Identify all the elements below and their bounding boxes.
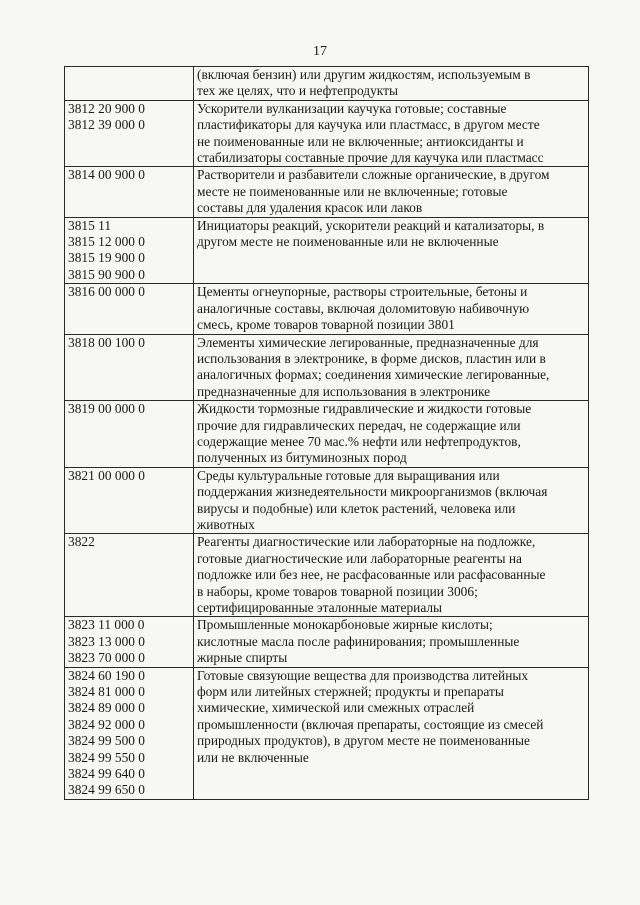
- description-cell: [194, 401, 589, 468]
- description-line: в наборы, кроме товаров товарной позиции 3006;: [197, 583, 478, 599]
- description-line: другом месте не поименованные или не включенные: [197, 234, 499, 250]
- description-cell: [194, 334, 589, 401]
- description-cell: [194, 534, 589, 617]
- description-line: полученных из битуминозных пород: [197, 450, 407, 466]
- commodity-code: 3819 00 000 0: [68, 401, 145, 417]
- table-row: [65, 467, 589, 534]
- table-row: [65, 217, 589, 284]
- description-line: использования в электронике, в форме дисков, пластин или в: [197, 350, 546, 366]
- description-line: Среды культуральные готовые для выращивания или: [197, 467, 500, 483]
- code-cell: [65, 67, 194, 101]
- description-cell: [194, 100, 589, 167]
- description-line: не поименованные или не включенные; антиоксиданты и: [197, 133, 524, 149]
- description-line: прочие для гидравлических передач, не содержащие или: [197, 417, 521, 433]
- table-row: [65, 401, 589, 468]
- code-cell: [65, 284, 194, 334]
- description-line: смесь, кроме товаров товарной позиции 3801: [197, 317, 455, 333]
- description-cell: [194, 217, 589, 284]
- commodity-code: 3815 11: [68, 217, 112, 233]
- code-cell: [65, 401, 194, 468]
- commodity-code: 3824 60 190 0: [68, 667, 145, 683]
- description-line: сертифицированные эталонные материалы: [197, 600, 443, 615]
- code-cell: [65, 167, 194, 217]
- description-line: месте не поименованные или не включенные; готовые: [197, 183, 508, 199]
- description-line: стабилизаторы составные прочие для каучука или пластмасс: [197, 150, 544, 166]
- code-cell: [65, 217, 194, 284]
- commodity-code: 3824 99 640 0: [68, 766, 145, 782]
- description-line: природных продуктов), в другом месте не поименованные: [197, 733, 530, 749]
- description-line: Промышленные монокарбоновые жирные кислоты;: [197, 617, 493, 633]
- code-cell: [65, 617, 194, 667]
- description-line: форм или литейных стержней; продукты и препараты: [197, 684, 504, 700]
- description-line: аналогичные составы, включая доломитовую набивочную: [197, 300, 530, 316]
- code-cell: [65, 334, 194, 401]
- commodity-code: 3821 00 000 0: [68, 467, 145, 483]
- description-line: предназначенные для использования в электронике: [197, 383, 491, 399]
- code-cell: [65, 100, 194, 167]
- description-line: составы для удаления красок или лаков: [197, 200, 423, 216]
- description-line: готовые диагностические или лабораторные реагенты на: [197, 550, 522, 566]
- commodity-code: 3812 39 000 0: [68, 117, 145, 133]
- description-cell: [194, 67, 589, 101]
- commodity-code: 3823 11 000 0: [68, 617, 145, 633]
- description-line: пластификаторы для каучука или пластмасс, в другом месте: [197, 117, 540, 133]
- description-line: Элементы химические легированные, предназначенные для: [197, 334, 539, 350]
- description-line: промышленности (включая препараты, состоящие из смесей: [197, 716, 544, 732]
- description-line: Инициаторы реакций, ускорители реакций и катализаторы, в: [197, 217, 545, 233]
- description-line: содержащие менее 70 мас.% нефти или нефтепродуктов,: [197, 433, 521, 449]
- description-cell: [194, 617, 589, 667]
- table-row: [65, 334, 589, 401]
- description-line: (включая бензин) или другим жидкостям, используемым в: [197, 67, 531, 82]
- commodity-code: 3824 81 000 0: [68, 684, 145, 700]
- commodity-code: 3824 89 000 0: [68, 700, 145, 716]
- code-cell: [65, 467, 194, 534]
- description-line: поддержания жизнедеятельности микроорганизмов (включая: [197, 484, 548, 500]
- description-line: Реагенты диагностические или лабораторные на подложке,: [197, 534, 536, 550]
- commodity-code: 3815 19 900 0: [68, 250, 145, 266]
- code-cell: [65, 667, 194, 799]
- description-cell: [194, 284, 589, 334]
- commodity-code: 3816 00 000 0: [68, 284, 145, 300]
- commodity-code: 3824 99 500 0: [68, 733, 145, 749]
- commodity-code: 3822: [68, 534, 95, 550]
- table-row: [65, 284, 589, 334]
- commodity-code: 3823 70 000 0: [68, 650, 145, 666]
- commodity-code: 3823 13 000 0: [68, 633, 145, 649]
- table-row: [65, 100, 589, 167]
- description-line: Цементы огнеупорные, растворы строительные, бетоны и: [197, 284, 528, 300]
- table-body: [65, 67, 589, 800]
- description-line: Ускорители вулканизации каучука готовые; составные: [197, 100, 507, 116]
- table-row: [65, 534, 589, 617]
- description-cell: [194, 167, 589, 217]
- commodity-code: 3824 99 650 0: [68, 782, 145, 798]
- commodity-code: [68, 67, 190, 83]
- commodity-code: 3815 90 900 0: [68, 266, 145, 282]
- commodity-code: 3815 12 000 0: [68, 234, 145, 250]
- table-row: [65, 617, 589, 667]
- table-row: [65, 67, 589, 101]
- description-line: или не включенные: [197, 749, 309, 765]
- table-row: [65, 667, 589, 799]
- commodity-code: 3812 20 900 0: [68, 100, 145, 116]
- code-cell: [65, 534, 194, 617]
- description-line: жирные спирты: [197, 650, 288, 666]
- description-line: Готовые связующие вещества для производства литейных: [197, 667, 529, 683]
- tariff-codes-table: [64, 66, 589, 800]
- description-line: химические, химической или смежных отраслей: [197, 700, 475, 716]
- description-line: тех же целях, что и нефтепродукты: [197, 83, 398, 99]
- description-line: аналогичных формах; соединения химические легированные,: [197, 367, 550, 383]
- commodity-code: 3824 92 000 0: [68, 716, 145, 732]
- commodity-code: 3824 99 550 0: [68, 749, 145, 765]
- commodity-code: 3814 00 900 0: [68, 167, 145, 183]
- page-number: 17: [313, 44, 327, 59]
- description-cell: [194, 467, 589, 534]
- commodity-code: 3818 00 100 0: [68, 334, 145, 350]
- description-line: животных: [197, 516, 255, 532]
- description-line: Жидкости тормозные гидравлические и жидкости готовые: [197, 401, 532, 417]
- description-line: Растворители и разбавители сложные органические, в другом: [197, 167, 550, 183]
- description-line: вирусы и подобные) или клеток растений, человека или: [197, 500, 516, 516]
- description-cell: [194, 667, 589, 799]
- table-row: [65, 167, 589, 217]
- description-line: кислотные масла после рафинирования; промышленные: [197, 633, 520, 649]
- description-line: подложке или без нее, не расфасованные или расфасованные: [197, 567, 546, 583]
